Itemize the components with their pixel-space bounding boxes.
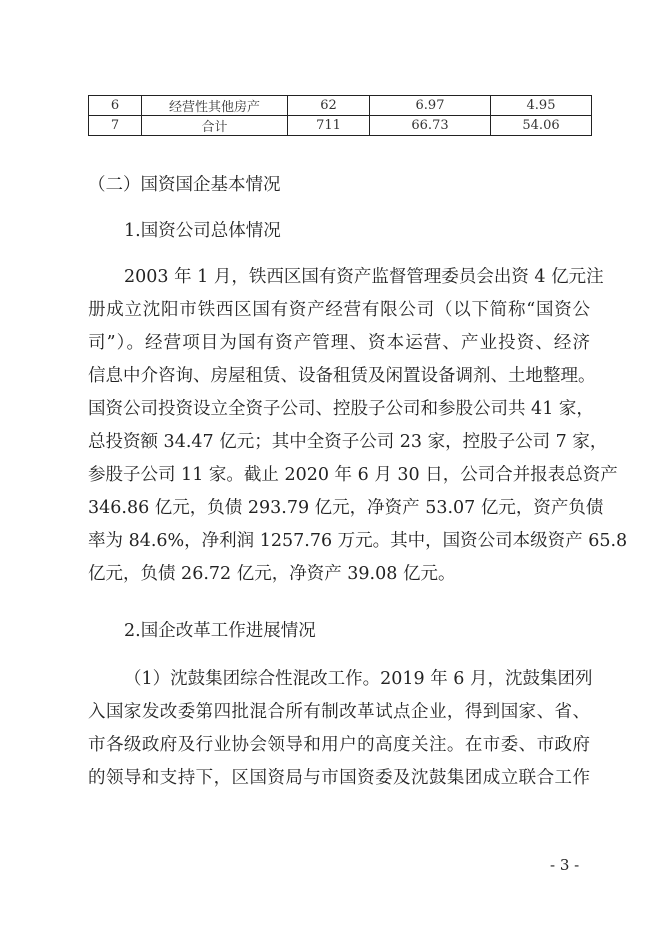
table-row <box>89 116 592 136</box>
table-row <box>89 96 592 116</box>
paragraph-line: 册成立沈阳市铁西区国有资产经营有限公司（以下简称“国资公 <box>88 300 590 320</box>
paragraph-line: 亿元，负债 26.72 亿元，净资产 39.08 亿元。 <box>88 564 456 584</box>
paragraph-line: 率为 84.6%，净利润 1257.76 万元。其中，国资公司本级资产 65.8 <box>88 531 628 551</box>
paragraph-line: 国资公司投资设立全资子公司、控股子公司和参股公司共 41 家， <box>88 399 594 419</box>
table-cell: 54.06 <box>491 116 592 136</box>
paragraph-line: 2003 年 1 月，铁西区国有资产监督管理委员会出资 4 亿元注 <box>124 267 604 287</box>
paragraph-line: 信息中介咨询、房屋租赁、设备租赁及闲置设备调剂、土地整理。 <box>88 366 596 386</box>
table-cell: 合计 <box>142 116 288 136</box>
paragraph-line: 346.86 亿元，负债 293.79 亿元，净资产 53.07 亿元，资产负债 <box>88 498 604 518</box>
table-cell: 62 <box>288 96 370 116</box>
table-cell: 711 <box>288 116 370 136</box>
paragraph-line: 总投资额 34.47 亿元；其中全资子公司 23 家，控股子公司 7 家， <box>88 432 608 452</box>
table-cell: 6.97 <box>370 96 491 116</box>
paragraph-line: 参股子公司 11 家。截止 2020 年 6 月 30 日，公司合并报表总资产 <box>88 465 618 485</box>
table-cell: 4.95 <box>491 96 592 116</box>
table-cell: 7 <box>89 116 142 136</box>
table-cell: 66.73 <box>370 116 491 136</box>
subsection-heading: 2.国企改革工作进展情况 <box>124 621 316 641</box>
subsection-heading: 1.国资公司总体情况 <box>124 221 281 241</box>
table-cell: 经营性其他房产 <box>142 96 288 116</box>
table-cell: 6 <box>89 96 142 116</box>
page-number: - 3 - <box>550 856 580 874</box>
paragraph-line: 市各级政府及行业协会领导和用户的高度关注。在市委、市政府 <box>88 735 590 755</box>
paragraph-line: （1）沈鼓集团综合性混改工作。2019 年 6 月，沈鼓集团列 <box>124 669 593 689</box>
paragraph-line: 入国家发改委第四批混合所有制改革试点企业，得到国家、省、 <box>88 702 590 722</box>
housing-table <box>88 95 592 136</box>
paragraph-line: 的领导和支持下，区国资局与市国资委及沈鼓集团成立联合工作 <box>88 768 590 788</box>
section-heading: （二）国资国企基本情况 <box>88 175 281 195</box>
paragraph-line: 司”）。经营项目为国有资产管理、资本运营、产业投资、经济 <box>88 333 590 353</box>
